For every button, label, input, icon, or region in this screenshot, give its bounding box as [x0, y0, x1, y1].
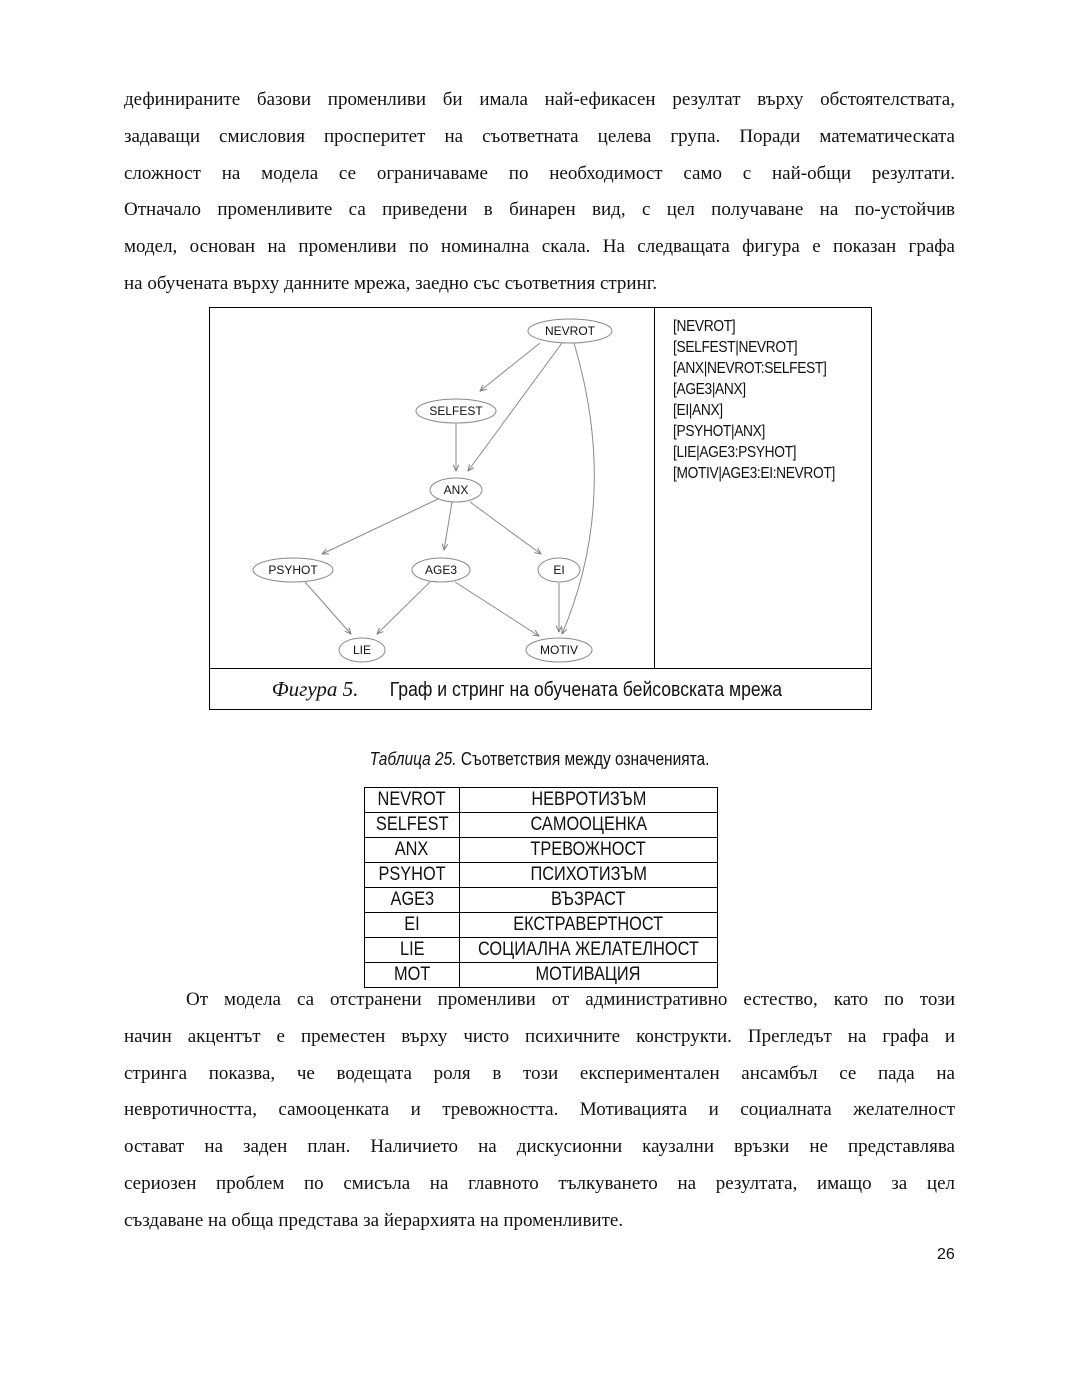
table-cell-code: MOT	[365, 963, 460, 988]
table-title-text: Съответствия между означенията.	[461, 749, 710, 769]
table-cell-meaning: САМООЦЕНКА	[460, 813, 718, 838]
table-title	[0, 749, 1080, 770]
node-label-age3: AGE3	[424, 563, 458, 577]
table-row	[365, 913, 718, 938]
string-line: [AGE3|ANX]	[673, 381, 746, 398]
paragraph-discussion	[124, 982, 955, 1240]
figure-caption-label: Фигура 5.	[271, 677, 359, 701]
string-line: [ANX|NEVROT:SELFEST]	[673, 360, 827, 377]
string-line: [LIE|AGE3:PSYHOT]	[673, 444, 797, 461]
abbreviation-table	[364, 787, 718, 988]
string-line: [EI|ANX]	[673, 402, 723, 419]
table-cell-meaning: НЕВРОТИЗЪМ	[460, 788, 718, 813]
text-line: начин акцентът е преместен върху чисто психичните конструкти. Прегледът на графа и	[124, 1025, 955, 1047]
page-number: 26	[937, 1246, 955, 1263]
edge-age3-lie	[377, 582, 430, 634]
edge-anx-psyhot	[322, 499, 438, 554]
string-line: [MOTIV|AGE3:EI:NEVROT]	[673, 465, 835, 482]
table-row	[365, 938, 718, 963]
table-cell-meaning: СОЦИАЛНА ЖЕЛАТЕЛНОСТ	[460, 938, 718, 963]
table-row	[365, 863, 718, 888]
edge-nevrot-motiv	[562, 343, 594, 634]
table-cell-meaning: МОТИВАЦИЯ	[460, 963, 718, 988]
table-row	[365, 788, 718, 813]
edge-nevrot-selfest	[480, 343, 540, 391]
table-row	[365, 813, 718, 838]
table-cell-meaning: ВЪЗРАСТ	[460, 888, 718, 913]
table-cell-meaning: ПСИХОТИЗЪМ	[460, 863, 718, 888]
table-cell-code: PSYHOT	[365, 863, 460, 888]
edge-anx-age3	[444, 502, 452, 550]
node-label-anx: ANX	[443, 483, 469, 497]
node-label-selfest: SELFEST	[429, 404, 483, 418]
bayesian-network-graph	[210, 308, 655, 668]
text-line: От модела са отстранени променливи от административно естество, като по този	[186, 989, 955, 1010]
text-line: задаващи смисловия просперитет на съответната целева група. Поради математическата	[124, 125, 955, 147]
text-line: дефинираните базови променливи би имала най-ефикасен резултат върху обстоятелствата,	[124, 89, 955, 110]
table-title-label: Таблица 25.	[370, 749, 457, 769]
edge-psyhot-lie	[305, 582, 351, 634]
table-cell-meaning: ТРЕВОЖНОСТ	[460, 838, 718, 863]
node-label-psyhot: PSYHOT	[268, 563, 318, 577]
node-label-motiv: MOTIV	[540, 643, 578, 657]
node-label-nevrot: NEVROT	[544, 324, 596, 338]
table-cell-code: ANX	[365, 838, 460, 863]
edge-age3-motiv	[455, 582, 539, 636]
text-line: модел, основан на променливи по номинална скала. На следващата фигура е показан графа	[124, 236, 955, 258]
table-cell-meaning: ЕКСТРАВЕРТНОСТ	[460, 913, 718, 938]
table-row	[365, 888, 718, 913]
text-line: стринга показва, че водещата роля в този експериментален ансамбъл се пада на	[124, 1062, 955, 1084]
table-cell-code: NEVROT	[365, 788, 460, 813]
paragraph-intro	[124, 82, 955, 303]
node-label-lie: LIE	[352, 643, 372, 657]
text-line: на обучената върху данните мрежа, заедно със съответния стринг.	[124, 272, 658, 294]
table-cell-code: LIE	[365, 938, 460, 963]
table-row	[365, 838, 718, 863]
text-line: сложност на модела се ограничаваме по необходимост само с най-общи резултати.	[124, 162, 955, 184]
text-line: невротичността, самооценката и тревожността. Мотивацията и социалната желателност	[124, 1099, 955, 1121]
network-string	[655, 308, 871, 668]
table-cell-code: EI	[365, 913, 460, 938]
figure-caption-text: Граф и стринг на обучената бейсовската мрежа	[390, 679, 783, 701]
text-line: Отначало променливите са приведени в бинарен вид, с цел получаване на по-устойчив	[124, 199, 955, 221]
string-line: [SELFEST|NEVROT]	[673, 339, 798, 356]
figure-5	[209, 307, 872, 710]
string-line: [PSYHOT|ANX]	[673, 423, 765, 440]
graph-svg	[210, 308, 654, 668]
text-line: сериозен проблем по смисъла на главното тълкуването на резултата, имащо за цел	[124, 1172, 955, 1194]
table-cell-code: SELFEST	[365, 813, 460, 838]
node-label-ei: EI	[553, 563, 565, 577]
text-line: остават на заден план. Наличието на дискусионни каузални връзки не представлява	[124, 1136, 955, 1158]
string-line: [NEVROT]	[673, 318, 736, 335]
figure-caption	[210, 668, 871, 710]
edge-anx-ei	[470, 502, 541, 554]
table-cell-code: AGE3	[365, 888, 460, 913]
text-line: създаване на обща представа за йерархията на променливите.	[124, 1209, 624, 1231]
